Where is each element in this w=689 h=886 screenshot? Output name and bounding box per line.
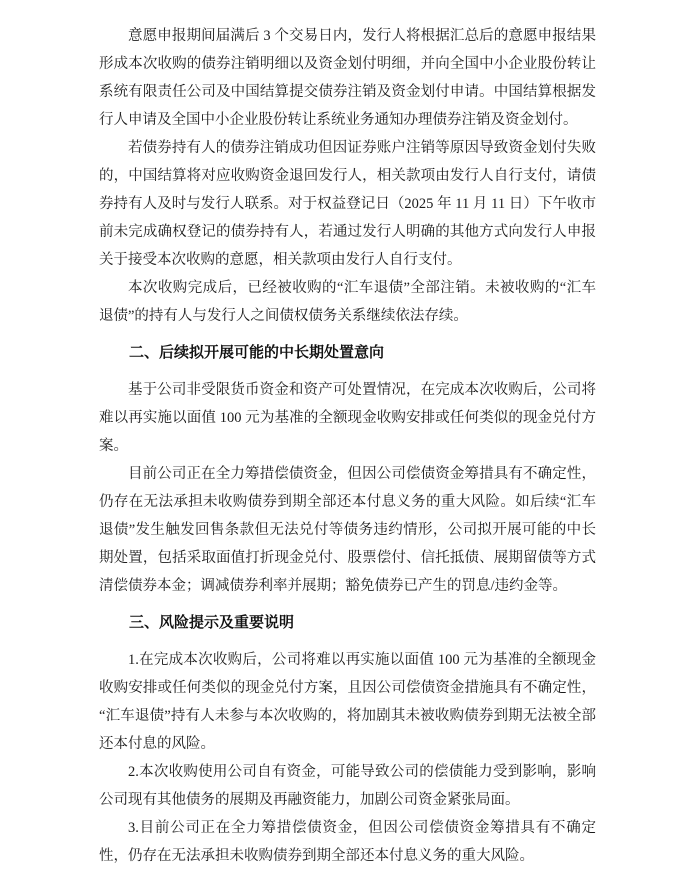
- body-paragraph-failed-transfer: 若债券持有人的债券注销成功但因证券账户注销等原因导致资金划付失败的，中国结算将对应收购资金退回发行人，相关款项由发行人自行支付，请债券持有人及时与发行人联系。对于权益登记日（2025 年 11 月 11 日）下午收市前未完成确权登记的债券持有人，若通过发行人明确的其他方式向发行人申报关于接受本次收购的意愿，相关款项由发行人自行支付。: [99, 140, 596, 268]
- body-paragraph-risk-3: 3.目前公司正在全力筹措偿债资金，但因公司偿债资金筹措具有不确定性，仍存在无法承担未收购债券到期全部还本付息义务的重大风险。: [99, 820, 596, 864]
- body-paragraph-cancellation-result: 本次收购完成后，已经被收购的“汇车退债”全部注销。未被收购的“汇车退债”的持有人与发行人之间债权债务关系继续依法存续。: [99, 280, 596, 324]
- body-paragraph-cash-plan-limit: 基于公司非受限货币资金和资产可处置情况，在完成本次收购后，公司将难以再实施以面值 100 元为基准的全额现金收购安排或任何类似的现金兑付方案。: [99, 382, 596, 454]
- body-paragraph-risk-1: 1.在完成本次收购后，公司将难以再实施以面值 100 元为基准的全额现金收购安排或任何类似的现金兑付方案，且因公司偿债资金措施具有不确定性，“汇车退债”持有人未参与本次收购的，将加剧其未被收购债券到期无法被全部还本付息的风险。: [99, 652, 596, 752]
- body-paragraph-disposal-options: 目前公司正在全力筹措偿债资金，但因公司偿债资金筹措具有不确定性，仍存在无法承担未收购债券到期全部还本付息义务的重大风险。如后续“汇车退债”发生触发回售条款但无法兑付等债务违约情形，公司拟开展可能的中长期处置，包括采取面值打折现金兑付、股票偿付、信托抵债、展期留债等方式清偿债券本金；调减债券利率并展期；豁免债券已产生的罚息/违约金等。: [99, 466, 596, 594]
- section-heading-3-risk-notice: 三、风险提示及重要说明: [129, 614, 295, 631]
- section-heading-2-midterm-disposal: 二、后续拟开展可能的中长期处置意向: [129, 344, 385, 361]
- body-paragraph-risk-2: 2.本次收购使用公司自有资金，可能导致公司的偿债能力受到影响，影响公司现有其他债务的展期及再融资能力，加剧公司资金紧张局面。: [99, 764, 596, 808]
- body-paragraph-settlement-process: 意愿申报期间届满后 3 个交易日内，发行人将根据汇总后的意愿申报结果形成本次收购的债券注销明细以及资金划付明细，并向全国中小企业股份转让系统有限责任公司及中国结算提交债券注销及资金划付申请。中国结算根据发行人申请及全国中小企业股份转让系统业务通知办理债券注销及资金划付。: [99, 28, 596, 128]
